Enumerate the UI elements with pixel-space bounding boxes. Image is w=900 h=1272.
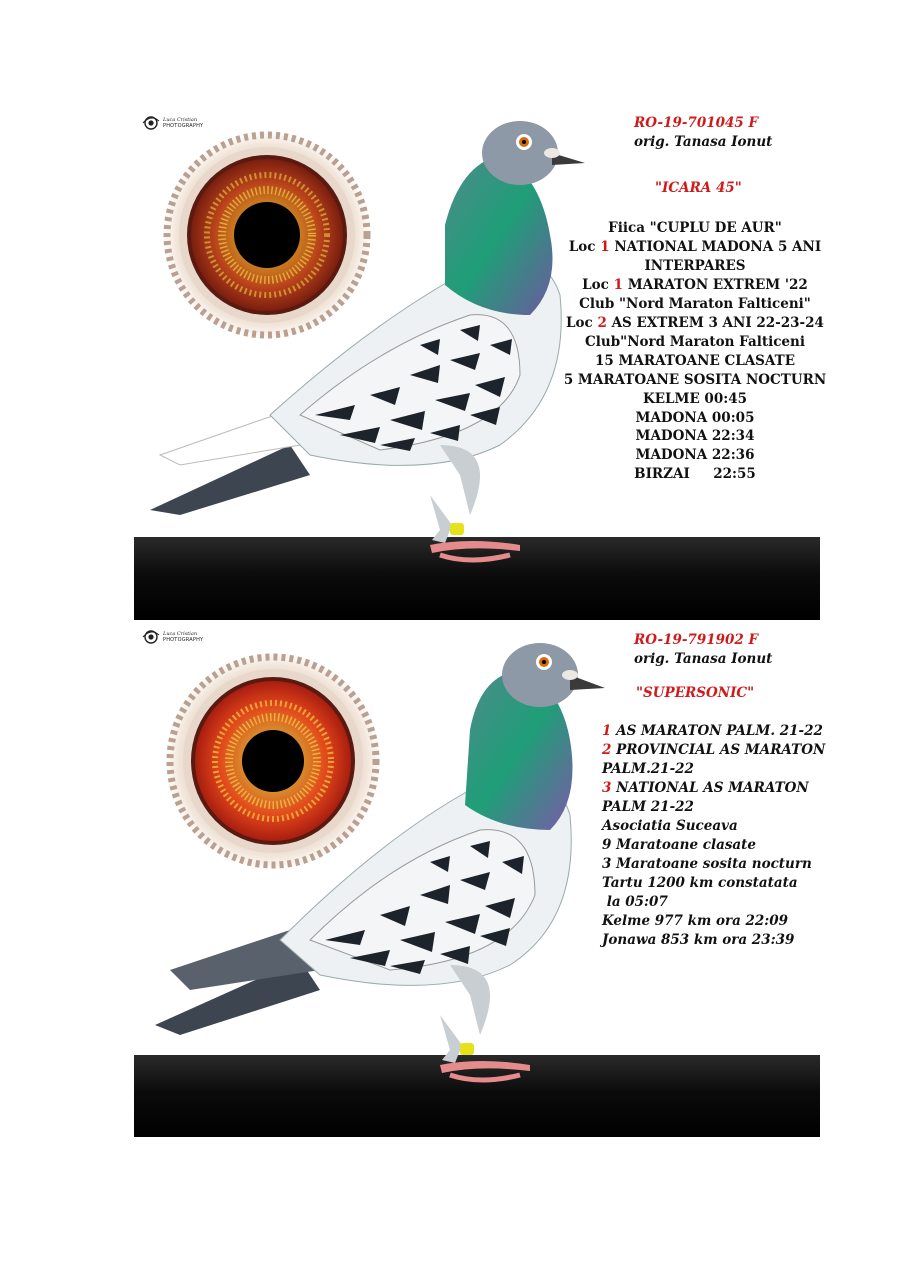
- result-text: Jonawa 853 km ora 23:39: [602, 932, 795, 948]
- result-place: 3: [602, 780, 612, 796]
- result-line: [540, 314, 850, 333]
- result-text: NATIONAL AS MARATON: [611, 780, 809, 796]
- ring-number: RO-19-791902 F: [634, 632, 759, 648]
- result-line: [540, 427, 850, 446]
- pigeon-name: "SUPERSONIC": [636, 685, 755, 701]
- result-text: BIRZAI 22:55: [634, 466, 756, 483]
- result-line: [602, 760, 825, 779]
- result-text: 9 Maratoane clasate: [602, 837, 757, 853]
- result-place: 2: [597, 314, 607, 331]
- result-place: 1: [613, 276, 623, 293]
- result-text: AS EXTREM 3 ANI 22-23-24: [606, 314, 824, 331]
- result-text: Club "Nord Maraton Falticeni": [579, 295, 811, 312]
- logo-line-1: Luca Cristian: [163, 117, 198, 123]
- pigeon-header: [634, 631, 772, 669]
- origin-label: orig. Tanasa Ionut: [634, 134, 773, 150]
- pigeon-photo: [140, 115, 600, 590]
- pigeon-card-2: [0, 625, 900, 1145]
- result-place: 1: [600, 238, 610, 255]
- result-line: [540, 295, 850, 314]
- result-prefix: Loc: [566, 314, 598, 331]
- pigeon-photo: [150, 640, 610, 1110]
- ring-number: RO-19-701045 F: [634, 115, 759, 131]
- logo-line-2: PHOTOGRAPHY: [163, 123, 204, 129]
- result-line: [602, 722, 825, 741]
- result-text: Club"Nord Maraton Falticeni: [585, 333, 805, 350]
- logo-line-2: PHOTOGRAPHY: [163, 637, 204, 643]
- results-list: [540, 219, 850, 484]
- result-text: Fiica "CUPLU DE AUR": [608, 220, 782, 236]
- result-text: MADONA 22:36: [635, 447, 755, 464]
- result-line: [540, 409, 850, 428]
- result-line: [602, 931, 825, 950]
- result-line: [540, 352, 850, 371]
- result-text: 5 MARATOANE SOSITA NOCTURN: [563, 371, 827, 388]
- result-line: [602, 798, 825, 817]
- result-text: PALM 21-22: [602, 799, 694, 815]
- result-text: 15 MARATOANE CLASATE: [594, 352, 795, 369]
- result-prefix: Loc: [568, 238, 601, 255]
- pigeon-card-1: [0, 100, 900, 625]
- result-text: AS MARATON PALM. 21-22: [611, 723, 823, 739]
- result-line: [540, 219, 850, 238]
- result-line: [540, 465, 850, 484]
- result-line: [540, 333, 850, 352]
- result-text: PROVINCIAL AS MARATON: [611, 742, 826, 758]
- results-list: [602, 722, 825, 950]
- result-text: MARATON EXTREM '22: [623, 276, 808, 293]
- result-place: 2: [602, 742, 612, 758]
- result-line: [540, 257, 850, 276]
- pigeon-header: [634, 114, 772, 152]
- result-place: 1: [602, 723, 612, 739]
- result-line: [540, 276, 850, 295]
- result-text: Asociatia Suceava: [602, 818, 738, 834]
- result-line: [540, 390, 850, 409]
- result-line: [602, 779, 825, 798]
- result-text: KELME 00:45: [642, 390, 747, 407]
- result-line: [540, 238, 850, 257]
- result-prefix: Loc: [582, 276, 614, 293]
- result-text: PALM.21-22: [602, 761, 694, 777]
- result-line: [602, 912, 825, 931]
- result-text: Kelme 977 km ora 22:09: [602, 913, 789, 929]
- result-text: Tartu 1200 km constatata: [602, 875, 798, 891]
- result-line: [602, 874, 825, 893]
- origin-label: orig. Tanasa Ionut: [634, 651, 773, 667]
- result-line: [602, 893, 825, 912]
- result-line: [540, 371, 850, 390]
- pigeon-name: "ICARA 45": [655, 180, 742, 196]
- result-text: NATIONAL MADONA 5 ANI: [609, 238, 822, 255]
- result-line: [540, 446, 850, 465]
- result-text: INTERPARES: [644, 257, 746, 274]
- result-text: MADONA 00:05: [635, 409, 755, 426]
- result-text: la 05:07: [602, 894, 668, 910]
- result-line: [602, 836, 825, 855]
- result-line: [602, 741, 825, 760]
- logo-line-1: Luca Cristian: [163, 631, 198, 637]
- result-text: MADONA 22:34: [635, 428, 755, 445]
- result-line: [602, 855, 825, 874]
- result-text: 3 Maratoane sosita nocturn: [602, 856, 812, 872]
- result-line: [602, 817, 825, 836]
